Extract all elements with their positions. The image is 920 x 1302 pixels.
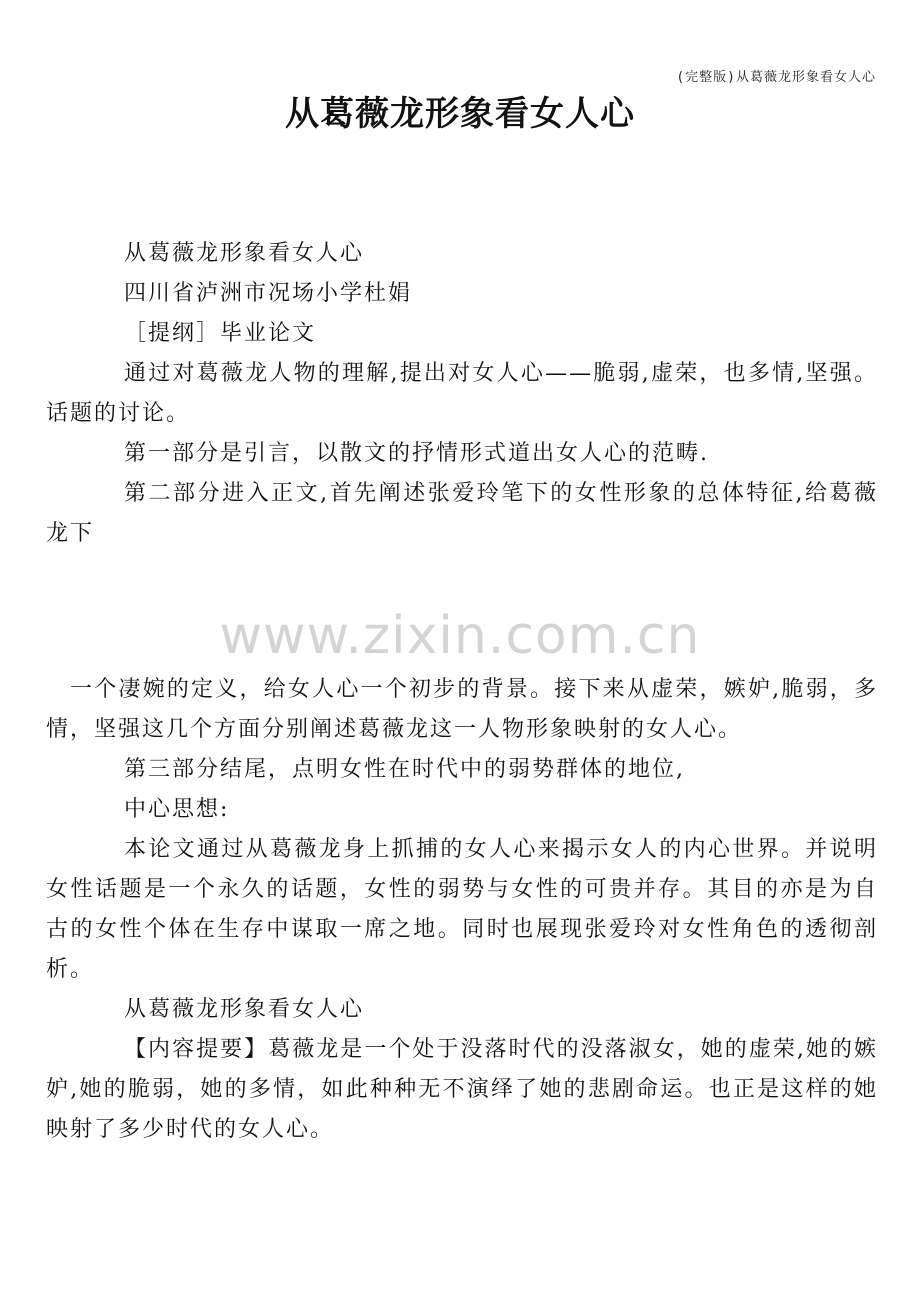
paragraph: 四川省泸洲市况场小学杜娟 [124, 281, 413, 306]
paragraph: ［提纲］毕业论文 [124, 321, 317, 346]
paragraph: 本论文通过从葛薇龙身上抓捕的女人心来揭示女人的内心世界。并说明女性话题是一个永久的话题，女性的弱势与女性的可贵并存。其目的亦是为自古的女性个体在生存中谋取一席之地。同时也展现张爱玲对女性角色的透彻剖析。 [46, 837, 878, 982]
paragraph: 通过对葛薇龙人物的理解,提出对女人心——脆弱,虚荣，也多情,坚强。话题的讨论。 [46, 361, 878, 426]
page-title: 从葛薇龙形象看女人心 [285, 94, 635, 134]
running-header: (完整版)从葛薇龙形象看女人心 [676, 70, 876, 85]
watermark: www.zixin.com.cn [219, 606, 701, 666]
paragraph: 第二部分进入正文,首先阐述张爱玲笔下的女性形象的总体特征,给葛薇龙下 [46, 481, 878, 546]
paragraph: 一个凄婉的定义，给女人心一个初步的背景。接下来从虚荣，嫉妒,脆弱，多情，坚强这几个方面分别阐述葛薇龙这一人物形象映射的女人心。 [46, 677, 878, 742]
paragraph: 第三部分结尾，点明女性在时代中的弱势群体的地位, [124, 757, 685, 782]
paragraph: 从葛薇龙形象看女人心 [124, 241, 365, 266]
abstract-paragraph: 【内容提要】葛薇龙是一个处于没落时代的没落淑女，她的虚荣,她的嫉妒,她的脆弱，她的多情，如此种种无不演绎了她的悲剧命运。也正是这样的她映射了多少时代的女人心。 [46, 1037, 878, 1142]
body-section-bottom [46, 670, 878, 1150]
section-title: 从葛薇龙形象看女人心 [124, 997, 365, 1022]
paragraph: 第一部分是引言，以散文的抒情形式道出女人心的范畴. [124, 441, 709, 466]
body-section-top [46, 234, 878, 554]
paragraph: 中心思想: [124, 797, 230, 822]
